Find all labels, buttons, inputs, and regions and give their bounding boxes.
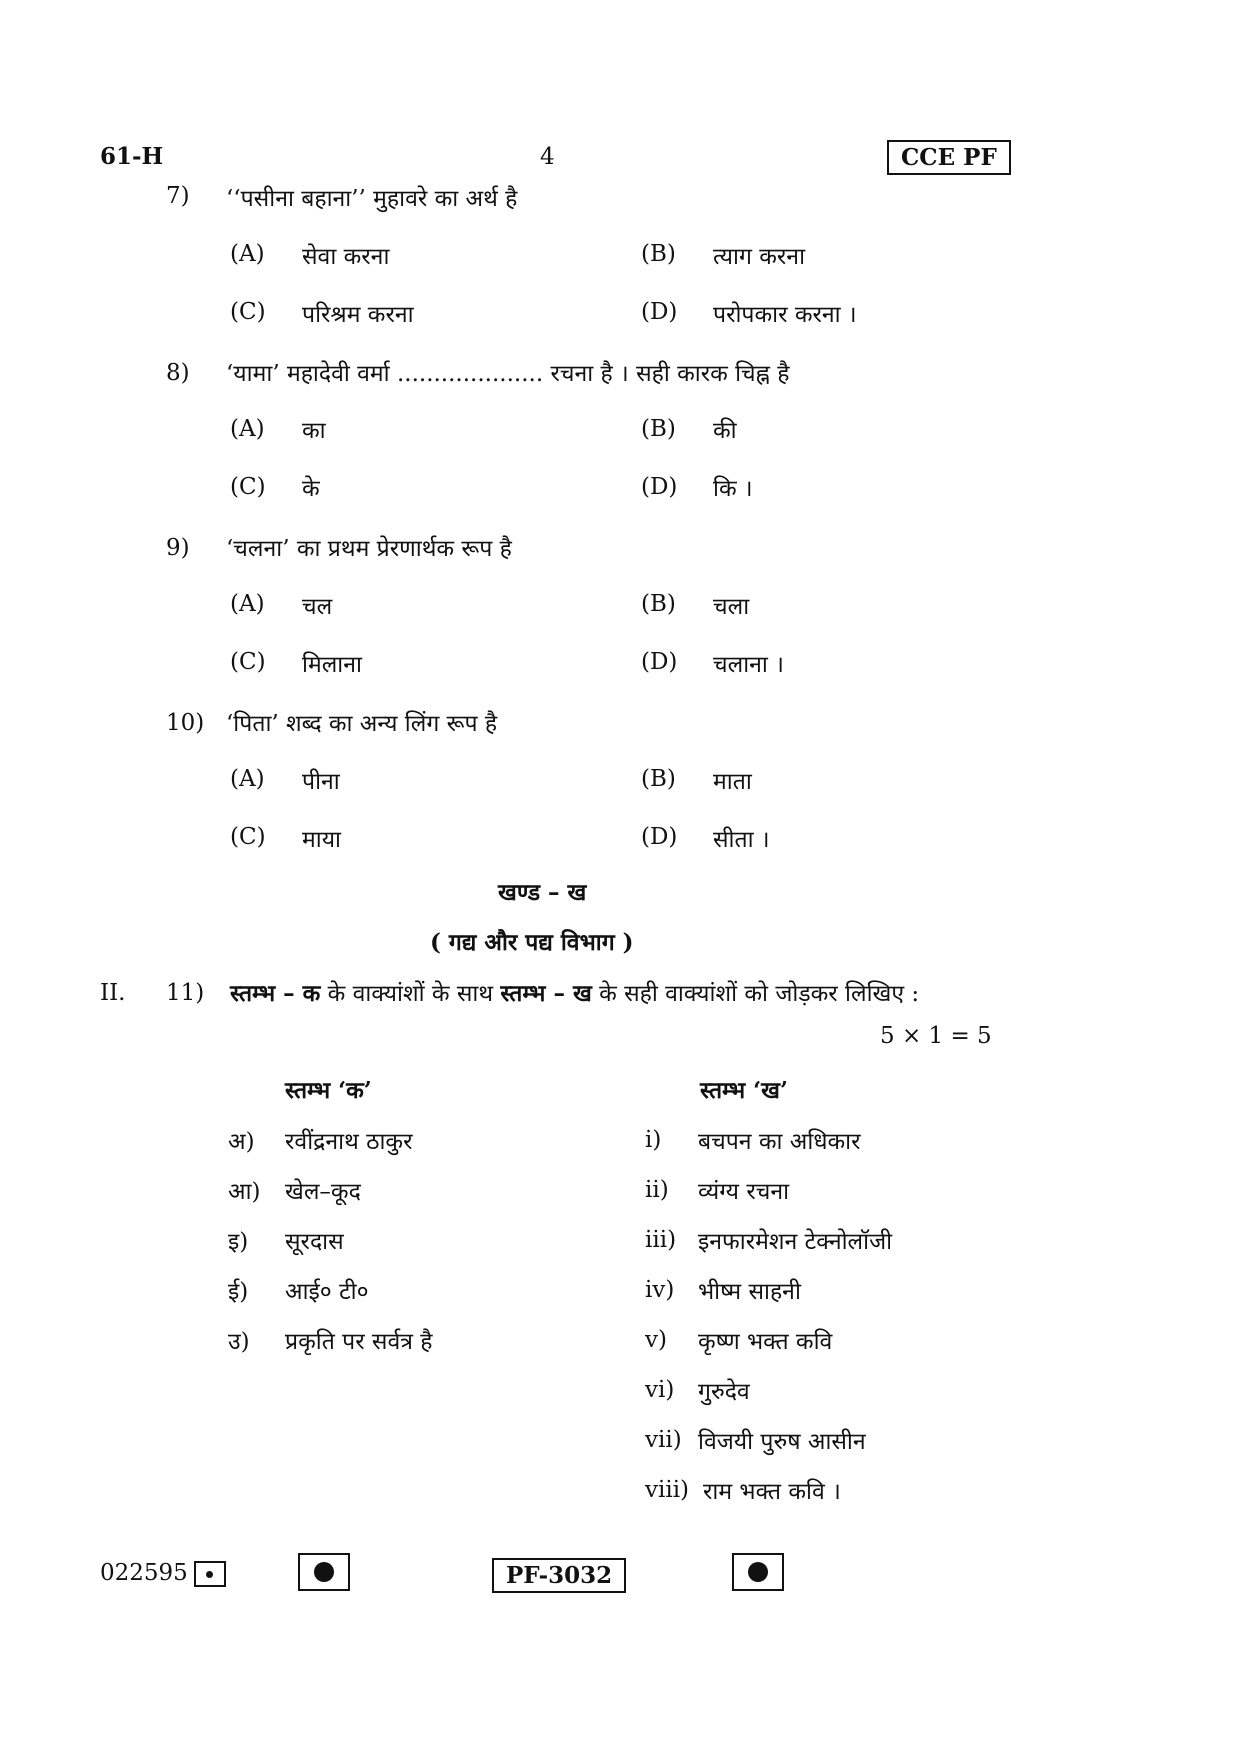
option-label: (C) — [230, 474, 266, 500]
option-label: (A) — [230, 766, 265, 792]
match-item: खेल–कूद — [285, 1179, 361, 1205]
page-number: 4 — [540, 144, 555, 170]
question-text — [230, 976, 919, 1008]
option-text: परोपकार करना । — [713, 302, 857, 328]
serial-text: 022595 — [100, 1560, 188, 1586]
stambh-kha-label: स्तम्भ – ख — [500, 980, 592, 1007]
option-label: (C) — [230, 299, 266, 325]
match-label: अ) — [228, 1129, 255, 1155]
question-number: 10) — [166, 710, 205, 736]
match-item: आई० टी० — [285, 1279, 369, 1305]
option-text: मिलाना — [302, 652, 362, 678]
stambh-ka-label: स्तम्भ – क — [230, 980, 321, 1007]
serial-number — [100, 1560, 226, 1587]
question-number: 11) — [166, 980, 205, 1006]
option-label: (A) — [230, 241, 265, 267]
option-text: की — [713, 418, 737, 444]
registration-mark-icon — [298, 1553, 350, 1591]
option-text: माता — [713, 769, 752, 795]
question-number: 9) — [166, 535, 190, 561]
option-text: पीना — [302, 769, 340, 795]
match-label: vii) — [645, 1427, 682, 1453]
question-text-part: के सही वाक्यांशों को जोड़कर लिखिए : — [591, 981, 920, 1007]
question-text-part: के वाक्यांशों के साथ — [320, 981, 501, 1007]
match-label: vi) — [645, 1377, 675, 1403]
option-text: परिश्रम करना — [302, 302, 414, 328]
option-label: (D) — [641, 824, 678, 850]
option-text: कि । — [713, 476, 753, 502]
option-label: (D) — [641, 649, 678, 675]
match-item: गुरुदेव — [698, 1379, 750, 1405]
option-label: (C) — [230, 649, 266, 675]
match-item: प्रकृति पर सर्वत्र है — [285, 1329, 433, 1355]
column-a-heading: स्तम्भ ‘क’ — [285, 1077, 372, 1104]
part-number: II. — [100, 980, 126, 1006]
column-b-heading: स्तम्भ ‘ख’ — [700, 1077, 788, 1104]
option-text: चला — [713, 594, 750, 620]
option-label: (C) — [230, 824, 266, 850]
question-text: ‘चलना’ का प्रथम प्रेरणार्थक रूप है — [226, 536, 512, 562]
small-dot-box-icon — [194, 1561, 226, 1587]
match-label: इ) — [228, 1229, 249, 1255]
registration-mark-icon — [732, 1553, 784, 1591]
option-text: का — [302, 418, 326, 444]
match-label: viii) — [645, 1477, 690, 1503]
match-item: भीष्म साहनी — [698, 1279, 801, 1305]
series-box: CCE PF — [887, 140, 1011, 175]
match-label: iv) — [645, 1277, 675, 1303]
option-label: (B) — [641, 241, 676, 267]
match-label: ई) — [228, 1279, 249, 1305]
match-label: iii) — [645, 1227, 677, 1253]
option-text: माया — [302, 827, 342, 853]
match-item: बचपन का अधिकार — [698, 1129, 861, 1155]
question-number: 8) — [166, 360, 190, 386]
match-label: ii) — [645, 1177, 669, 1203]
paper-code-box: PF-3032 — [492, 1558, 626, 1593]
option-label: (A) — [230, 591, 265, 617]
match-label: v) — [645, 1327, 667, 1353]
option-label: (B) — [641, 766, 676, 792]
option-text: सेवा करना — [302, 244, 390, 270]
option-text: त्याग करना — [713, 244, 806, 270]
match-label: उ) — [228, 1329, 250, 1355]
match-item: व्यंग्य रचना — [698, 1179, 790, 1205]
match-item: सूरदास — [285, 1229, 344, 1255]
option-label: (D) — [641, 474, 678, 500]
option-label: (D) — [641, 299, 678, 325]
match-item: राम भक्त कवि । — [703, 1479, 841, 1505]
question-text: ‘‘पसीना बहाना’’ मुहावरे का अर्थ है — [226, 186, 518, 212]
question-text: ‘पिता’ शब्द का अन्य लिंग रूप है — [226, 711, 498, 737]
option-text: के — [302, 476, 320, 502]
option-label: (B) — [641, 591, 676, 617]
match-item: रवींद्रनाथ ठाकुर — [285, 1129, 413, 1155]
paper-code: 61-H — [100, 143, 164, 170]
section-subtitle: ( गद्य और पद्य विभाग ) — [430, 929, 634, 956]
match-item: इनफारमेशन टेक्नोलॉजी — [698, 1229, 893, 1255]
marks: 5 × 1 = 5 — [880, 1023, 992, 1049]
match-label: आ) — [228, 1179, 261, 1205]
match-item: कृष्ण भक्त कवि — [698, 1329, 833, 1355]
question-text: ‘यामा’ महादेवी वर्मा .................... रचना है । सही कारक चिह्न है — [226, 361, 790, 387]
option-text: चलाना । — [713, 652, 784, 678]
question-number: 7) — [166, 183, 190, 209]
option-label: (B) — [641, 416, 676, 442]
option-text: चल — [302, 594, 333, 620]
match-item: विजयी पुरुष आसीन — [698, 1429, 866, 1455]
section-title: खण्ड – ख — [498, 879, 587, 906]
match-label: i) — [645, 1127, 662, 1153]
option-label: (A) — [230, 416, 265, 442]
option-text: सीता । — [713, 827, 770, 853]
